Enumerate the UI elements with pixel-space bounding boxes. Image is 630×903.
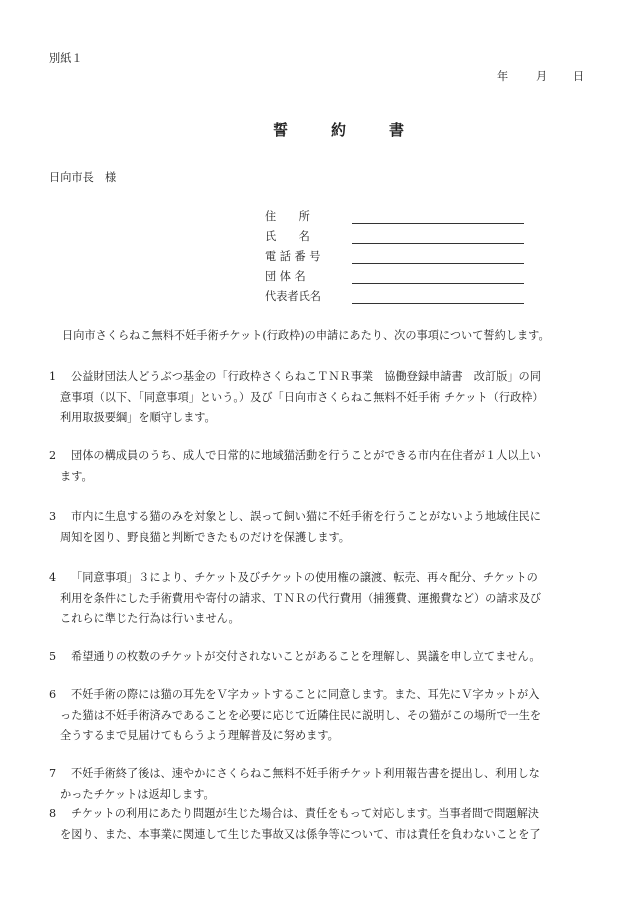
field-label-phone: 電 話 番 号: [265, 250, 321, 263]
date-month: 月: [536, 70, 548, 83]
pledge-item-line: ます。: [60, 469, 93, 483]
pledge-item-line: を図り、また、本事業に関連して生じた事故又は係争等について、市は責任を負わないことを了: [60, 827, 541, 841]
pledge-item-line: 希望通りの枚数のチケットが交付されないことがあることを理解し、異議を申し立てません。: [71, 650, 541, 663]
pledge-item-6: [49, 685, 589, 747]
pledge-item-line: これらに準じた行為は行いません。: [60, 612, 240, 625]
field-line-phone[interactable]: [352, 263, 524, 264]
date-year: 年: [497, 70, 509, 83]
pledge-item-3: [49, 507, 589, 548]
document-title: 誓 約 書: [273, 121, 419, 139]
pledge-item-line: チケットの利用にあたり問題が生じた場合は、責任をもって対応します。当事者間で問題解決: [71, 807, 539, 820]
pledge-item-line: 利用取扱要綱」を順守します。: [60, 411, 216, 424]
field-label-group: 団 体 名: [265, 270, 306, 283]
pledge-item-line: 不妊手術の際には猫の耳先をＶ字カットすることに同意します。また、耳先にＶ字カットが入: [71, 688, 540, 701]
pledge-item-line: 周知を図り、野良猫と判断できたものだけを保護します。: [60, 530, 350, 544]
field-line-representative[interactable]: [352, 303, 524, 304]
field-line-address[interactable]: [352, 223, 524, 224]
pledge-item-2: [49, 446, 589, 487]
pledge-item-number: 6: [49, 688, 57, 701]
pledge-item-line: 全うするまで見届けてもらうよう理解普及に努めます。: [60, 729, 339, 742]
pledge-item-7: [49, 764, 589, 805]
pledge-item-5: [49, 647, 589, 668]
addressee: 日向市長 様: [49, 171, 117, 184]
pledge-item-line: 不妊手術終了後は、速やかにさくらねこ無料不妊手術チケット利用報告書を提出し、利用しな: [71, 767, 540, 780]
pledge-item-number: 4: [49, 571, 57, 584]
date-day: 日: [573, 70, 585, 83]
intro-text: 日向市さくらねこ無料不妊手術チケット(行政枠)の申請にあたり、次の事項について誓約します。: [62, 329, 550, 342]
pledge-item-number: 1: [49, 370, 57, 383]
pledge-item-4: [49, 568, 589, 630]
field-label-representative: 代表者氏名: [265, 290, 321, 303]
attachment-label: 別紙１: [49, 52, 83, 65]
pledge-item-line: 「同意事項」３により、チケット及びチケットの使用権の譲渡、転売、再々配分、チケットの: [71, 571, 538, 584]
pledge-item-line: かったチケットは返却します。: [60, 787, 215, 801]
field-label-address: 住 所: [265, 210, 310, 223]
pledge-item-line: 市内に生息する猫のみを対象とし、誤って飼い猫に不妊手術を行うことがないよう地域住民に: [71, 510, 541, 523]
pledge-item-line: 公益財団法人どうぶつ基金の「行政枠さくらねこＴＮＲ事業 協働登録申請書 改訂版」の同: [71, 370, 541, 383]
pledge-item-number: 3: [49, 510, 57, 523]
pledge-item-1: [49, 367, 589, 429]
pledge-item-8: [49, 804, 589, 845]
pledge-item-line: った猫は不妊手術済みであることを必要に応じて近隣住民に説明し、その猫がこの場所で一生を: [60, 708, 542, 722]
pledge-item-number: 7: [49, 767, 57, 780]
pledge-item-number: 5: [49, 650, 57, 663]
field-line-name[interactable]: [352, 243, 524, 244]
pledge-item-number: 2: [49, 449, 57, 462]
pledge-item-line: 団体の構成員のうち、成人で日常的に地域猫活動を行うことができる市内在住者が１人以上い: [71, 449, 541, 462]
field-line-group[interactable]: [352, 283, 524, 284]
pledge-item-line: 利用を条件にした手術費用や寄付の請求、ＴＮＲの代行費用（捕獲費、運搬費など）の請求及び: [60, 591, 542, 605]
pledge-item-line: 意事項（以下、「同意事項」という。）及び「日向市さくらねこ無料不妊手術 チケット（行政枠）: [60, 390, 544, 404]
field-label-name: 氏 名: [265, 230, 310, 243]
pledge-item-number: 8: [49, 807, 57, 820]
